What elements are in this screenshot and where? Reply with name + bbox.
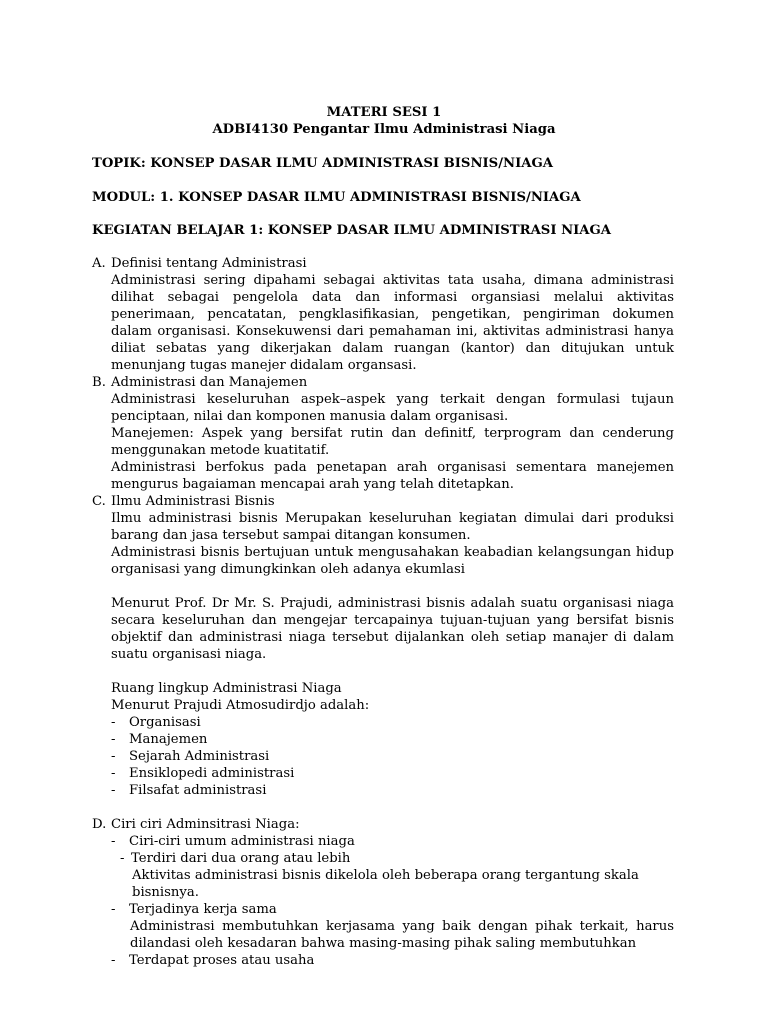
section-title: Ilmu Administrasi Bisnis bbox=[111, 494, 275, 509]
section-letter: A. bbox=[92, 256, 106, 271]
list-item: - Filsafat administrasi bbox=[111, 783, 267, 798]
section-b-paragraph: Manejemen: Aspek yang bersifat rutin dan definitf, terprogram dan cenderung menggunakan metode kuatitatif. bbox=[111, 426, 674, 458]
section-b-paragraph: Administrasi berfokus pada penetapan arah organisasi sementara manejemen mengurus bagaiaman mencapai arah yang telah ditetapkan. bbox=[111, 460, 674, 492]
section-c-paragraph: Ilmu administrasi bisnis Merupakan keseluruhan kegiatan dimulai dari produksi barang dan jasa tersebut sampai ditangan konsumen. bbox=[111, 511, 674, 543]
list-item: - Terdapat proses atau usaha bbox=[111, 953, 315, 968]
list-item: - Ensiklopedi administrasi bbox=[111, 766, 295, 781]
section-title: Ciri ciri Adminsitrasi Niaga: bbox=[111, 817, 300, 832]
list-item-detail: Administrasi membutuhkan kerjasama yang baik dengan pihak terkait, harus dilandasi oleh kesadaran bahwa masing-masing pihak saling membutuhkan bbox=[130, 919, 674, 951]
list-item: - Ciri-ciri umum administrasi niaga bbox=[111, 834, 355, 849]
section-c-heading bbox=[92, 493, 674, 510]
list-item: - Sejarah Administrasi bbox=[111, 749, 270, 764]
section-title: Administrasi dan Manajemen bbox=[111, 375, 308, 390]
section-letter: D. bbox=[92, 817, 107, 832]
list-item: - Terjadinya kerja sama bbox=[111, 902, 277, 917]
document-title: MATERI SESI 1 bbox=[326, 105, 442, 120]
section-d-heading bbox=[92, 816, 674, 833]
list-item: - Organisasi bbox=[111, 715, 201, 730]
prajudi-quote: Menurut Prof. Dr Mr. S. Prajudi, administrasi bisnis adalah suatu organisasi niaga secara keseluruhan dan mengejar tercapainya tujuan-tujuan yang bersifat bisnis objektif dan administrasi niaga tersebut dijalankan oleh setiap manajer di dalam suatu organisasi niaga. bbox=[111, 596, 674, 662]
section-letter: B. bbox=[92, 375, 106, 390]
section-b-heading bbox=[92, 374, 674, 391]
scope-intro: Menurut Prajudi Atmosudirdjo adalah: bbox=[111, 698, 370, 713]
section-b-paragraph: Administrasi keseluruhan aspek–aspek yang terkait dengan formulasi tujaun penciptaan, nilai dan komponen manusia dalam organisasi. bbox=[111, 392, 674, 424]
course-subtitle: ADBI4130 Pengantar Ilmu Administrasi Niaga bbox=[212, 122, 556, 137]
section-a-paragraph: Administrasi sering dipahami sebagai aktivitas tata usaha, dimana administrasi dilihat sebagai pengelola data dan informasi organsiasi melalui aktivitas penerimaan, pencatatan, pengklasifikasian, pengetikan, pengiriman dokumen dalam organisasi. Konsekuwensi dari pemahaman ini, aktivitas administrasi hanya diliat sebatas yang dikerjakan dalam ruangan (kantor) dan ditujukan untuk menunjang tugas manejer didalam organsasi. bbox=[111, 273, 674, 373]
list-item: - Manajemen bbox=[111, 732, 208, 747]
section-title: Definisi tentang Administrasi bbox=[111, 256, 307, 271]
document-body bbox=[92, 255, 674, 969]
section-a-heading bbox=[92, 255, 674, 272]
list-item-detail: Aktivitas administrasi bisnis dikelola oleh beberapa orang tergantung skala bisnisnya. bbox=[132, 868, 639, 900]
section-letter: C. bbox=[92, 494, 106, 509]
section-c-paragraph: Administrasi bisnis bertujuan untuk mengusahakan keabadian kelangsungan hidup organisasi yang dimungkinkan oleh adanya ekumlasi bbox=[111, 545, 674, 577]
kegiatan-heading: KEGIATAN BELAJAR 1: KONSEP DASAR ILMU ADMINISTRASI NIAGA bbox=[92, 223, 612, 238]
scope-title: Ruang lingkup Administrasi Niaga bbox=[111, 681, 342, 696]
topik-heading: TOPIK: KONSEP DASAR ILMU ADMINISTRASI BISNIS/NIAGA bbox=[92, 156, 553, 171]
list-item: - Terdiri dari dua orang atau lebih bbox=[120, 851, 351, 866]
modul-heading: MODUL: 1. KONSEP DASAR ILMU ADMINISTRASI BISNIS/NIAGA bbox=[92, 190, 581, 205]
